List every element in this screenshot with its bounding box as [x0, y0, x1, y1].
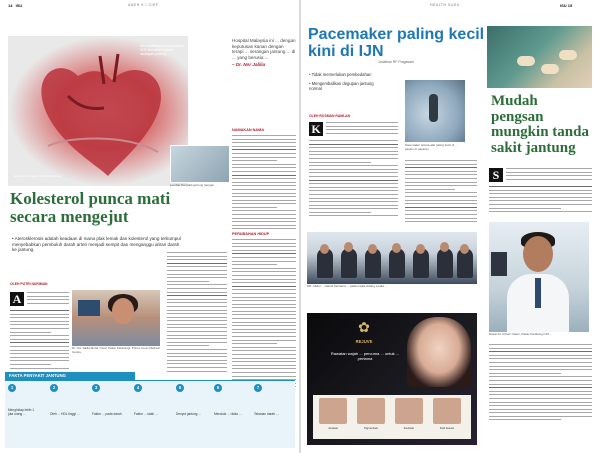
press-caption: DR. Abdul ... Hamid bersama ... pada majlis sidang media ...: [307, 284, 388, 288]
body-column-right-1a: [326, 122, 398, 136]
ad-thumb-caption: Jerawat: [328, 426, 338, 430]
section-mark-right: ISU: [560, 3, 567, 8]
headline-left: Kolesterol punca mati secara mengejut: [10, 189, 171, 226]
fact-number: 5: [176, 384, 184, 392]
ad-treatment-strip: [313, 395, 471, 439]
body-column-left-1a: [27, 292, 69, 306]
page-number: 14: [8, 3, 13, 8]
pacemaker-device: [429, 94, 438, 122]
ad-thumb: [433, 398, 461, 424]
fact-item: [254, 384, 294, 444]
subhead-2: PERUBAHAN HIDUP: [232, 232, 270, 236]
dropcap-right: K: [309, 122, 323, 136]
press-conference-photo: [307, 232, 477, 284]
fact-text: Faktor ... pada darah: [92, 412, 122, 416]
body-column-left-3: [232, 135, 296, 232]
headline-right-2: Mudah pengsan mungkin tanda sakit jantung: [491, 93, 589, 156]
hero-label: Gambar: Penyakit Jantung Koroner: [14, 174, 62, 178]
body-column-right-2: [405, 160, 477, 225]
surgery-photo: [487, 26, 592, 88]
ad-thumb: [357, 398, 385, 424]
fact-text: Oleh ... HDL tinggi ...: [50, 412, 80, 416]
deck-left: • Aterosklerosis adalah keadaan di mana plak lemak dan kolesterol yang terkumpul menyebabkan pembuluh darah arteri menjadi sempit dan menganggu aliran darah ke jantung.: [12, 236, 181, 253]
heart-icon: [8, 36, 188, 186]
ad-offer: Rawatan wajah ... percuma ... untuk ... pertama: [330, 351, 400, 361]
body-column-left-1: [10, 310, 69, 371]
dropcap-left: A: [10, 292, 24, 306]
inset-photo: [170, 145, 230, 183]
inset-caption: Lumbar Penyakit jantung dengan ...: [170, 183, 218, 187]
fact-number: 7: [254, 384, 262, 392]
doctor-photo: [72, 290, 160, 346]
dropcap-right-2: S: [489, 168, 503, 182]
fact-text: Merokok ... risiko ...: [214, 412, 242, 416]
fact-text: Tekanan darah ...: [254, 412, 279, 416]
fact-item: [8, 384, 48, 444]
fact-text: Denyut jantung ...: [176, 412, 201, 416]
body-column-right-1: [309, 140, 398, 219]
fact-number: 3: [92, 384, 100, 392]
fact-item: [134, 384, 174, 444]
beauty-advertisement: [307, 313, 477, 445]
pull-quote: [232, 38, 296, 68]
folio-left: [8, 3, 22, 8]
bullet-item: • Mengembalikan degupan jantung normal: [309, 81, 384, 91]
ad-thumb: [319, 398, 347, 424]
pull-quote-attribution: – Dr. Nor Jalilia: [232, 62, 266, 68]
fact-number: 6: [214, 384, 222, 392]
doctor-caption: Dr. Nor Jalilia Mohd Yusof, Pakar Kardiologi, Prince Court Medical Centre.: [72, 346, 160, 354]
subhead-1: NAMAKAN NAMA: [232, 128, 265, 132]
body-column-right-4: [489, 344, 592, 423]
fact-number: 4: [134, 384, 142, 392]
heart-illustration: [8, 36, 188, 186]
fact-item: [176, 384, 216, 444]
byline-left: OLEH PUTRI NURIMAN: [10, 282, 48, 286]
hero-caption: Aterosklerosis menyebabkan 31% kematian seluruh serangan jantung.: [140, 44, 184, 57]
ad-thumb-caption: Kulit kusam: [439, 426, 455, 430]
fact-item: [214, 384, 254, 444]
facts-title: FAKTA PENYAKIT JANTUNG: [5, 372, 135, 380]
body-column-right-3: [489, 186, 592, 215]
body-column-right-3a: [506, 168, 592, 182]
pull-quote-text: Hospital Malaysia ini ... dengan keputusan kanan dengan terapi ... serangan jantung ... di ... yang berusia ...: [232, 38, 296, 60]
byline-right-2: OLEH ROSMAN RAMLAN: [309, 114, 351, 118]
ad-brand: REJUVE: [355, 339, 373, 344]
body-column-left-4: [232, 239, 296, 390]
bullet-item: • Tidak memerlukan pembedahan: [309, 72, 384, 77]
page-gutter: [299, 0, 301, 453]
pacemaker-photo: [405, 80, 465, 142]
doctor-portrait-photo: [489, 222, 589, 332]
pacemaker-caption: Pacemaker antara alat paling kecil di ... pasien di pasaran.: [405, 143, 458, 151]
ad-thumb-caption: Kedutan: [403, 426, 415, 430]
bullet-list: [309, 72, 384, 96]
headline-right: Pacemaker paling kecil kini di IJN: [308, 26, 485, 60]
ad-model-photo: [407, 317, 471, 387]
running-head: ANEH K I CIEF: [128, 3, 159, 7]
doctor-portrait-caption: Datuk Dr. Azhari Yakub, Pakar Kardiologi IJN ...: [489, 332, 553, 336]
running-head-right: HEALTH SUSU: [430, 3, 460, 7]
fact-text: Menghidap lebih 1 juta orang ...: [8, 408, 35, 416]
byline-right: Jonathan RF Pragasam: [378, 60, 414, 64]
fact-text: Faktor ... ialah ...: [134, 412, 158, 416]
brand-logo-icon: ✿: [358, 319, 370, 335]
ad-thumb: [395, 398, 423, 424]
section-mark: ISU: [15, 3, 23, 8]
folio-right-end: [560, 3, 574, 8]
ad-thumb-caption: Pigmentasi: [364, 426, 378, 430]
fact-number: 1: [8, 384, 16, 392]
body-column-left-2: [167, 252, 227, 374]
page-number-right: 15: [567, 3, 573, 8]
fact-number: 2: [50, 384, 58, 392]
fact-item: [92, 384, 132, 444]
fact-item: [50, 384, 90, 444]
